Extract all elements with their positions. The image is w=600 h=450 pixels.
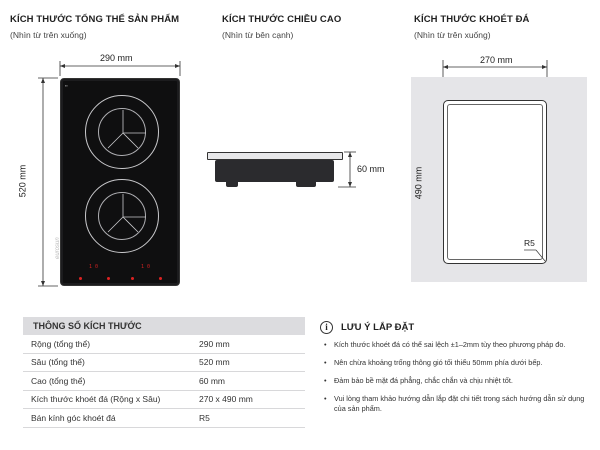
spec-table xyxy=(23,317,305,429)
cutout-view-title: KÍCH THƯỚC KHOÉT ĐÁ xyxy=(414,14,530,25)
spec-value: R5 xyxy=(199,412,210,423)
side-view-subtitle: (Nhìn từ bên cạnh) xyxy=(222,30,294,40)
top-depth-label: 520 mm xyxy=(17,164,28,198)
cutout-view-subtitle: (Nhìn từ trên xuống) xyxy=(414,30,491,40)
brand-mini-mark: ▪▪ xyxy=(65,83,68,88)
top-width-label: 290 mm xyxy=(100,53,133,63)
table-row xyxy=(23,409,305,428)
spec-value: 270 x 490 mm xyxy=(199,394,253,405)
list-item: • Vui lòng tham khảo hướng dẫn lắp đặt chi tiết trong sách hướng dẫn sử dụng của sản phẩm. xyxy=(322,394,592,414)
spec-label: Rộng (tổng thể) xyxy=(31,338,91,349)
cutout-depth-label: 490 mm xyxy=(413,166,424,200)
list-item: • Nên chừa khoảng trống thông gió tối thiểu 50mm phía dưới bếp. xyxy=(322,358,592,368)
display-left: 1 0 xyxy=(89,264,99,270)
spec-value: 60 mm xyxy=(199,375,225,386)
table-row xyxy=(23,372,305,391)
table-row xyxy=(23,391,305,410)
spec-table-header: THÔNG SỐ KÍCH THƯỚC xyxy=(23,317,305,335)
side-view-title: KÍCH THƯỚC CHIỀU CAO xyxy=(222,14,342,25)
spec-label: Kích thước khoét đá (Rộng x Sâu) xyxy=(31,394,161,405)
cutout-width-label: 270 mm xyxy=(480,55,513,65)
info-icon: i xyxy=(320,321,333,334)
spec-value: 520 mm xyxy=(199,357,230,368)
spec-label: Bán kính góc khoét đá xyxy=(31,412,116,423)
top-view-title: KÍCH THƯỚC TỔNG THỂ SẢN PHẨM xyxy=(10,14,180,25)
notes-list xyxy=(322,340,592,422)
side-height-label: 60 mm xyxy=(357,164,385,174)
spec-value: 290 mm xyxy=(199,338,230,349)
brand-text: eurosun xyxy=(55,237,61,259)
table-row xyxy=(23,354,305,373)
spec-label: Cao (tổng thể) xyxy=(31,375,86,386)
list-item: • Kích thước khoét đá có thể sai lệch ±1–2mm tùy theo phương pháp đo. xyxy=(322,340,592,350)
top-view-subtitle: (Nhìn từ trên xuống) xyxy=(10,30,87,40)
radius-label: R5 xyxy=(524,238,535,248)
list-item: • Đảm bảo bề mặt đá phẳng, chắc chắn và chịu nhiệt tốt. xyxy=(322,376,592,386)
notes-title: LƯU Ý LẮP ĐẶT xyxy=(341,322,415,333)
table-row xyxy=(23,335,305,354)
display-right: 1 0 xyxy=(141,264,151,270)
spec-label: Sâu (tổng thể) xyxy=(31,357,85,368)
